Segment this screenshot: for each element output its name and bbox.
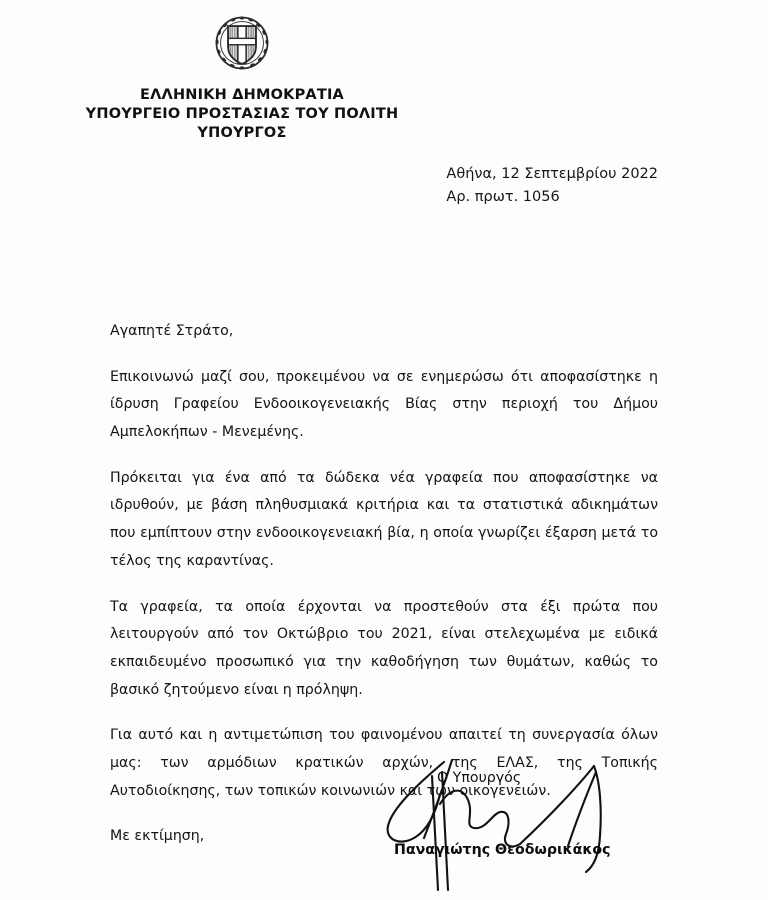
protocol-number: Αρ. πρωτ. 1056 (446, 189, 560, 206)
body-paragraph-2: Πρόκειται για ένα από τα δώδεκα νέα γραφεία που αποφασίστηκε να ιδρυθούν, με βάση πληθυσμιακά κριτήρια και τα στατιστικά αδικημάτων που εμπίπτουν στην ενδοοικογενειακή βία, η οποία γνωρίζει έξαρση μετά το τέλος της καραντίνας. (110, 469, 658, 569)
date-protocol-block (446, 163, 658, 210)
signature-title: Ο Υπουργός (437, 770, 522, 786)
org-name-line-3: ΥΠΟΥΡΓΟΣ (197, 125, 287, 142)
signature-block (380, 742, 680, 892)
place-and-date: Αθήνα, 12 Σεπτεμβρίου 2022 (446, 166, 658, 182)
org-name-line-2: ΥΠΟΥΡΓΕΙΟ ΠΡΟΣΤΑΣΙΑΣ ΤΟΥ ΠΟΛΙΤΗ (85, 106, 399, 123)
body-paragraph-3: Τα γραφεία, τα οποία έρχονται να προστεθούν στα έξι πρώτα που λειτουργούν από τον Οκτώβριο του 2021, είναι στελεχωμένα με ειδικά εκπαιδευμένο προσωπικό για την καθοδήγηση των θυμάτων, καθώς το βασικό ζητούμενο είναι η πρόληψη. (110, 598, 658, 698)
org-name-line-1: ΕΛΛΗΝΙΚΗ ΔΗΜΟΚΡΑΤΙΑ (140, 87, 344, 103)
letterhead (0, 14, 484, 143)
body-paragraph-1: Επικοινωνώ μαζί σου, προκειμένου να σε ενημερώσω ότι αποφασίστηκε η ίδρυση Γραφείου Ενδοοικογενειακής Βίας στην περιοχή του Δήμου Αμπελοκήπων - Μενεμένης. (110, 368, 658, 441)
greek-coat-of-arms-icon (213, 14, 271, 72)
salutation: Αγαπητέ Στράτο, (110, 323, 234, 339)
body-paragraph-4: Για αυτό και η αντιμετώπιση του φαινομένου απαιτεί τη συνεργασία όλων μας: των αρμόδιων κρατικών αρχών, της ΕΛΑΣ, της Τοπικής Αυτοδιοίκησης, των τοπικών κοινωνιών και των οικογενειών. (110, 727, 658, 799)
signature-name: Παναγιώτης Θεοδωρικάκος (394, 842, 611, 858)
closing-line: Με εκτίμηση, (110, 828, 205, 845)
handwritten-signature-icon (380, 742, 680, 892)
